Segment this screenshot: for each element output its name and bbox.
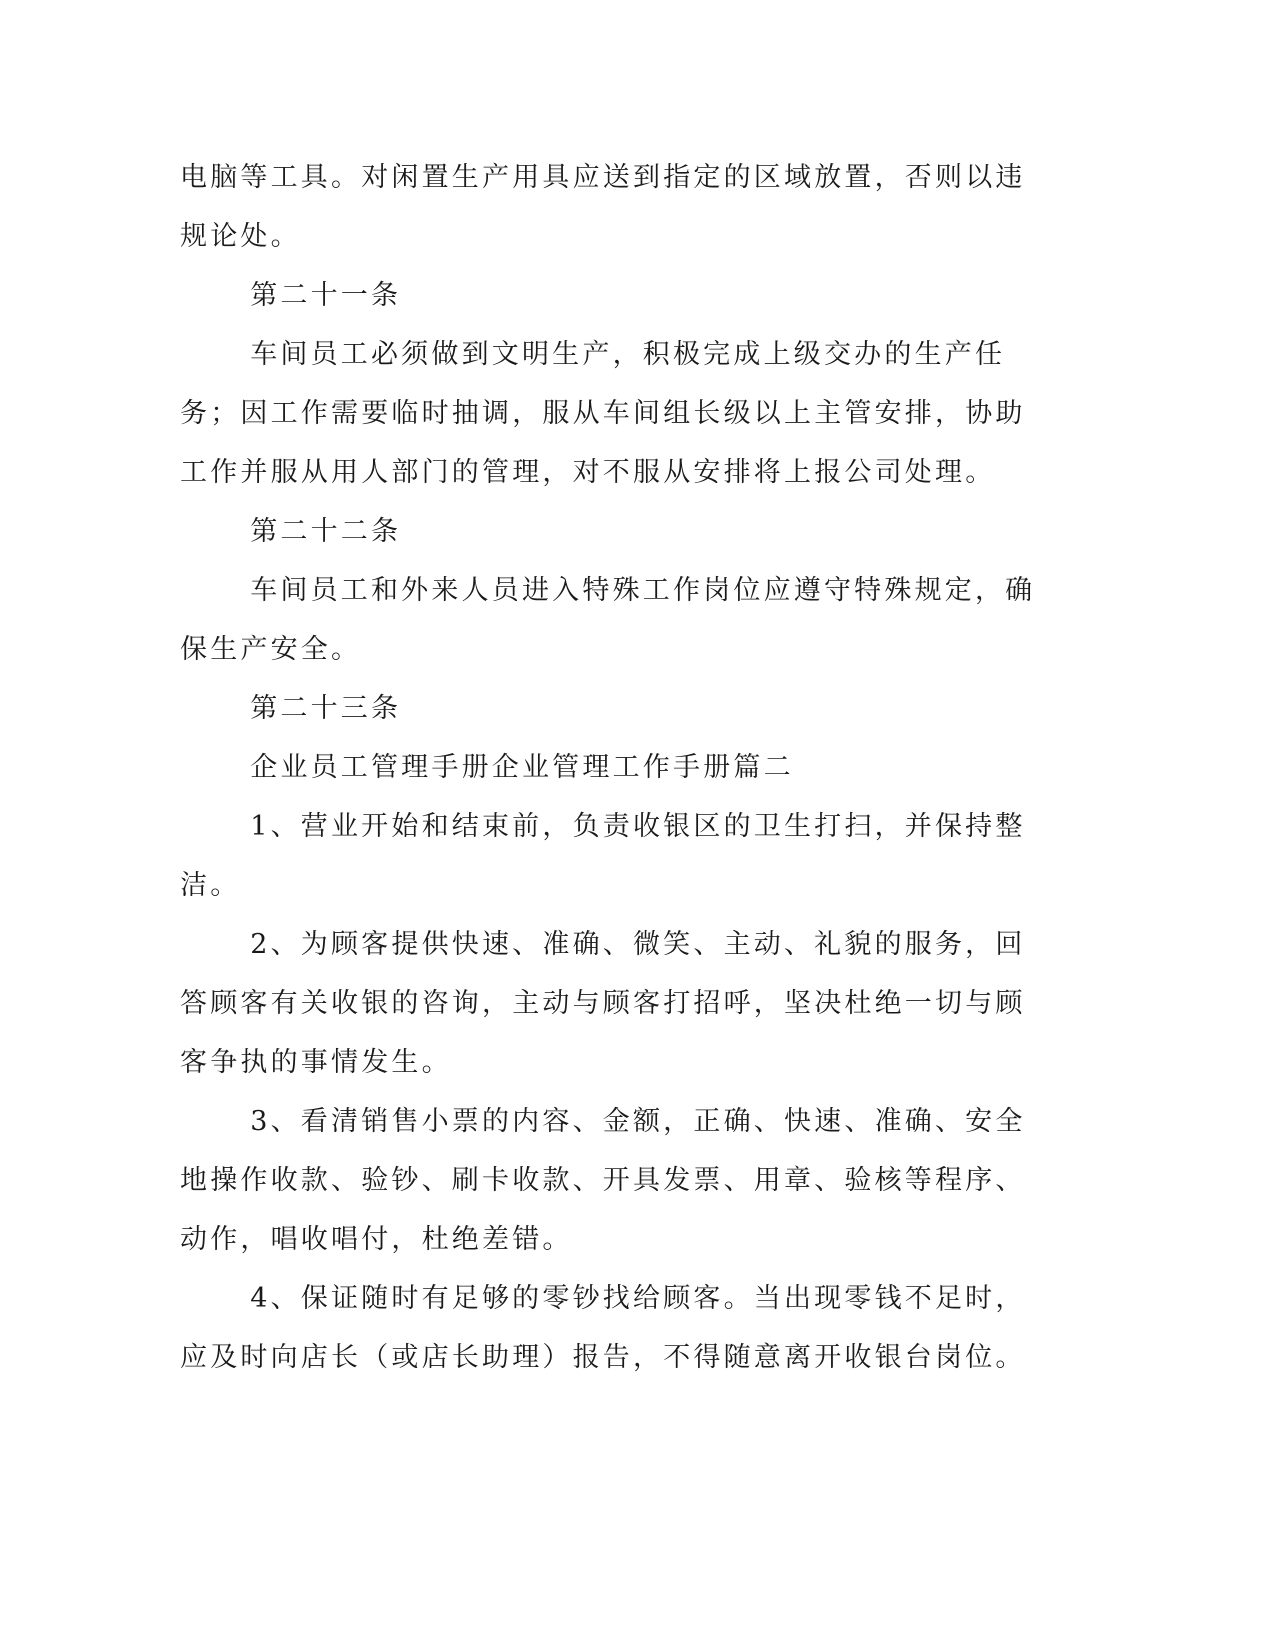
list-item-4: 4、保证随时有足够的零钞找给顾客。当出现零钱不足时，应及时向店长（或店长助理）报告，不得随意离开收银台岗位。 [180, 1283, 1026, 1373]
list-item-3: 3、看清销售小票的内容、金额，正确、快速、准确、安全地操作收款、验钞、刷卡收款、开具发票、用章、验核等程序、动作，唱收唱付，杜绝差错。 [180, 1106, 1026, 1255]
article-heading-22: 第二十二条 [250, 516, 402, 547]
article-heading-23: 第二十三条 [250, 693, 402, 724]
article-21-body: 车间员工必须做到文明生产，积极完成上级交办的生产任务；因工作需要临时抽调，服从车间组长级以上主管安排，协助工作并服从用人部门的管理，对不服从安排将上报公司处理。 [180, 339, 1026, 488]
section-title: 企业员工管理手册企业管理工作手册篇二 [250, 752, 794, 783]
article-heading-21: 第二十一条 [250, 280, 402, 311]
list-item-2: 2、为顾客提供快速、准确、微笑、主动、礼貌的服务，回答顾客有关收银的咨询，主动与顾客打招呼，坚决杜绝一切与顾客争执的事情发生。 [180, 929, 1026, 1078]
list-item-1: 1、营业开始和结束前，负责收银区的卫生打扫，并保持整洁。 [180, 811, 1026, 901]
document-body [180, 148, 1050, 1387]
article-22-body: 车间员工和外来人员进入特殊工作岗位应遵守特殊规定，确保生产安全。 [180, 575, 1036, 665]
paragraph-continuation: 电脑等工具。对闲置生产用具应送到指定的区域放置，否则以违规论处。 [180, 162, 1026, 252]
